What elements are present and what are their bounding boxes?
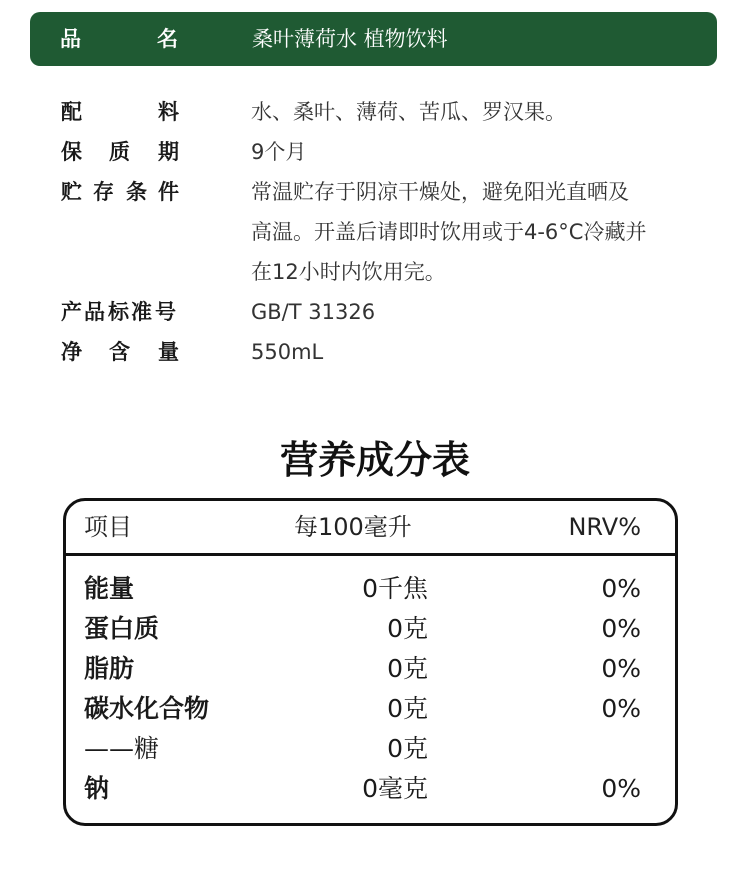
label-char: 号 <box>155 300 176 324</box>
nutrient-nrv: 0% <box>601 774 641 803</box>
info-value-line: 9个月 <box>251 140 307 164</box>
nutrition-row <box>66 569 675 609</box>
label-char: 料 <box>158 100 179 124</box>
label-char: 条 <box>126 180 147 204</box>
nutrient-name: 钠 <box>84 774 110 803</box>
label-char: 量 <box>158 340 179 364</box>
info-value-line: 常温贮存于阴凉干燥处，避免阳光直晒及 <box>251 180 629 204</box>
nutrient-amount: 0克 <box>387 654 428 683</box>
nutrient-nrv: 0% <box>601 574 641 603</box>
label-char: 标 <box>108 300 129 324</box>
nutrient-nrv: 0% <box>601 654 641 683</box>
label-char: 保 <box>61 140 82 164</box>
label-char: 件 <box>158 180 179 204</box>
info-label <box>61 172 179 212</box>
label-char: 含 <box>109 340 130 364</box>
nutrient-name: 碳水化合物 <box>84 694 210 723</box>
nutrient-amount: 0克 <box>387 614 428 643</box>
label-char: 名 <box>157 27 178 51</box>
label-char: 配 <box>61 100 82 124</box>
info-value-line: 在12小时内饮用完。 <box>251 260 446 284</box>
label-char: 准 <box>131 300 152 324</box>
info-value-line: 水、桑叶、薄荷、苦瓜、罗汉果。 <box>251 100 566 124</box>
info-value <box>251 132 701 172</box>
nutrient-amount: 0克 <box>387 694 428 723</box>
product-name-banner <box>30 12 717 66</box>
nutrition-row <box>66 649 675 689</box>
nutrition-row <box>66 769 675 809</box>
label-char: 质 <box>109 140 130 164</box>
nutrition-row <box>66 609 675 649</box>
info-value <box>251 92 701 132</box>
nutrition-table-header <box>66 501 675 556</box>
label-char: 贮 <box>61 180 82 204</box>
nutrition-title: 营养成分表 <box>279 438 470 482</box>
info-value <box>251 332 701 372</box>
info-label <box>61 132 179 172</box>
nutrition-row <box>66 729 675 769</box>
info-label <box>61 332 179 372</box>
nutrient-name: ——糖 <box>84 734 160 763</box>
info-value <box>251 292 701 332</box>
header-nrv: NRV% <box>568 513 641 541</box>
label-char: 期 <box>158 140 179 164</box>
info-value-line: 550mL <box>251 340 324 364</box>
nutrient-amount: 0毫克 <box>362 774 428 803</box>
nutrient-amount: 0千焦 <box>362 574 428 603</box>
product-name-value: 桑叶薄荷水 植物饮料 <box>252 27 448 51</box>
product-name-label <box>60 12 210 66</box>
nutrient-name: 脂肪 <box>84 654 135 683</box>
info-label <box>61 92 179 132</box>
info-label <box>61 292 179 332</box>
info-value <box>251 172 701 292</box>
label-char: 存 <box>93 180 114 204</box>
nutrient-nrv: 0% <box>601 614 641 643</box>
nutrient-amount: 0克 <box>387 734 428 763</box>
nutrient-name: 能量 <box>84 574 135 603</box>
nutrition-row <box>66 689 675 729</box>
nutrition-table <box>63 498 678 826</box>
nutrient-nrv: 0% <box>601 694 641 723</box>
header-item: 项目 <box>84 513 132 541</box>
header-per-100ml: 每100毫升 <box>294 513 412 541</box>
info-value-line: 高温。开盖后请即时饮用或于4-6°C冷藏并 <box>251 220 647 244</box>
label-char: 产 <box>61 300 82 324</box>
label-char: 品 <box>84 300 105 324</box>
label-char: 品 <box>60 27 81 51</box>
nutrient-name: 蛋白质 <box>84 614 160 643</box>
label-char: 净 <box>61 340 82 364</box>
info-value-line: GB/T 31326 <box>251 300 376 324</box>
